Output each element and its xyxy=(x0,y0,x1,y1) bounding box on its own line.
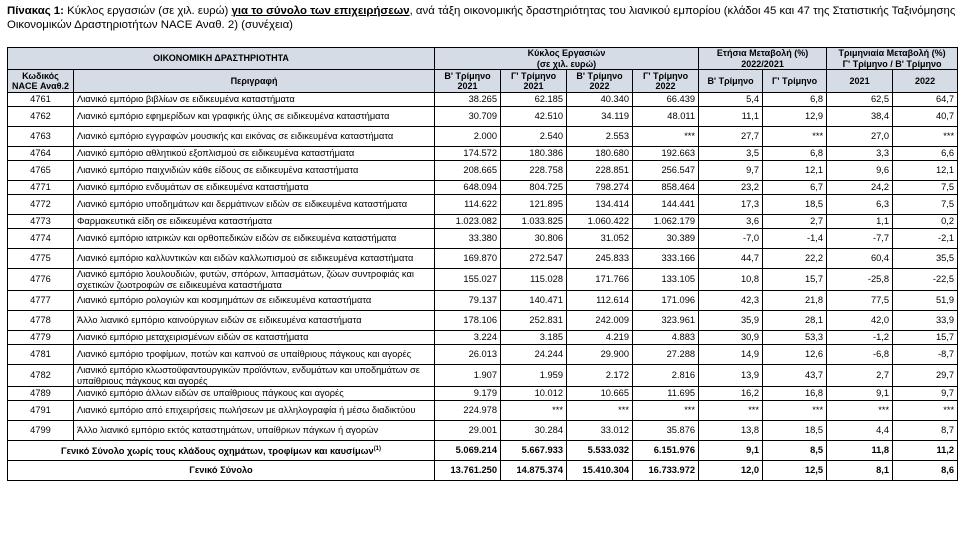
turnover-value-cell: 155.027 xyxy=(435,269,501,291)
turnover-value-cell: 224.978 xyxy=(435,401,501,421)
nace-code-cell: 4774 xyxy=(8,229,74,249)
description-cell: Λιανικό εμπόριο λουλουδιών, φυτών, σπόρων, λιπασμάτων, ζώων συντροφιάς και σχετικών ζωοτροφών σε ειδικευμένα καταστήματα xyxy=(74,269,435,291)
table-row xyxy=(8,387,958,401)
table-row xyxy=(8,181,958,195)
change-percent-cell: 53,3 xyxy=(763,331,827,345)
turnover-value-cell: 171.766 xyxy=(567,269,633,291)
nace-code-cell: 4761 xyxy=(8,93,74,107)
turnover-value-cell: 24.244 xyxy=(501,345,567,365)
total-change-cell: 11,8 xyxy=(827,441,893,461)
turnover-value-cell: 1.023.082 xyxy=(435,215,501,229)
turnover-value-cell: 134.414 xyxy=(567,195,633,215)
total-turnover-cell: 5.533.032 xyxy=(567,441,633,461)
change-percent-cell: -25,8 xyxy=(827,269,893,291)
header-col-q3-2021 xyxy=(501,70,567,93)
turnover-value-cell: 26.013 xyxy=(435,345,501,365)
turnover-value-cell: 48.011 xyxy=(633,107,699,127)
header-code-line2: NACE Αναθ.2 xyxy=(11,81,70,91)
turnover-value-cell: 180.680 xyxy=(567,147,633,161)
change-percent-cell: -22,5 xyxy=(893,269,958,291)
turnover-value-cell: *** xyxy=(633,127,699,147)
change-percent-cell: 11,1 xyxy=(699,107,763,127)
turnover-value-cell: 115.028 xyxy=(501,269,567,291)
header-description: Περιγραφή xyxy=(74,70,435,93)
change-percent-cell: 12,9 xyxy=(763,107,827,127)
change-percent-cell: 3,6 xyxy=(699,215,763,229)
change-percent-cell: 15,7 xyxy=(763,269,827,291)
table-row xyxy=(8,311,958,331)
change-percent-cell: 38,4 xyxy=(827,107,893,127)
change-percent-cell: 6,7 xyxy=(763,181,827,195)
turnover-value-cell: 30.709 xyxy=(435,107,501,127)
turnover-value-cell: 10.665 xyxy=(567,387,633,401)
turnover-table xyxy=(7,47,958,481)
turnover-value-cell: 1.062.179 xyxy=(633,215,699,229)
change-percent-cell: *** xyxy=(893,401,958,421)
turnover-value-cell: 272.547 xyxy=(501,249,567,269)
change-percent-cell: 60,4 xyxy=(827,249,893,269)
header-col-q2-2021 xyxy=(435,70,501,93)
turnover-value-cell: 10.012 xyxy=(501,387,567,401)
total-turnover-cell: 15.410.304 xyxy=(567,461,633,481)
change-percent-cell: 12,1 xyxy=(893,161,958,181)
turnover-value-cell: 1.959 xyxy=(501,365,567,387)
turnover-value-cell: 3.224 xyxy=(435,331,501,345)
turnover-value-cell: 208.665 xyxy=(435,161,501,181)
turnover-value-cell: 242.009 xyxy=(567,311,633,331)
total-turnover-cell: 6.151.976 xyxy=(633,441,699,461)
turnover-value-cell: 2.172 xyxy=(567,365,633,387)
change-percent-cell: 42,3 xyxy=(699,291,763,311)
table-row xyxy=(8,269,958,291)
description-cell: Άλλο λιανικό εμπόριο καινούργιων ειδών σε ειδικευμένα καταστήματα xyxy=(74,311,435,331)
change-percent-cell: 10,8 xyxy=(699,269,763,291)
turnover-value-cell: 121.895 xyxy=(501,195,567,215)
change-percent-cell: 9,1 xyxy=(827,387,893,401)
description-cell: Λιανικό εμπόριο εγγραφών μουσικής και εικόνας σε ειδικευμένα καταστήματα xyxy=(74,127,435,147)
change-percent-cell: 62,5 xyxy=(827,93,893,107)
nace-code-cell: 4763 xyxy=(8,127,74,147)
table-row xyxy=(8,107,958,127)
change-percent-cell: 17,3 xyxy=(699,195,763,215)
header-quarterly-2021: 2021 xyxy=(827,70,893,93)
description-cell: Λιανικό εμπόριο εφημερίδων και γραφικής ύλης σε ειδικευμένα καταστήματα xyxy=(74,107,435,127)
turnover-value-cell: 804.725 xyxy=(501,181,567,195)
nace-code-cell: 4773 xyxy=(8,215,74,229)
table-row xyxy=(8,229,958,249)
table-row xyxy=(8,215,958,229)
change-percent-cell: -7,7 xyxy=(827,229,893,249)
turnover-value-cell: 140.471 xyxy=(501,291,567,311)
turnover-value-cell: 33.380 xyxy=(435,229,501,249)
turnover-value-cell: 35.876 xyxy=(633,421,699,441)
change-percent-cell: -2,1 xyxy=(893,229,958,249)
turnover-value-cell: 2.000 xyxy=(435,127,501,147)
total-turnover-cell: 5.667.933 xyxy=(501,441,567,461)
table-caption xyxy=(7,4,963,32)
change-percent-cell: 2,7 xyxy=(763,215,827,229)
turnover-value-cell: 34.119 xyxy=(567,107,633,127)
change-percent-cell: 4,4 xyxy=(827,421,893,441)
turnover-value-cell: 112.614 xyxy=(567,291,633,311)
total-change-cell: 12,0 xyxy=(699,461,763,481)
description-cell: Φαρμακευτικά είδη σε ειδικευμένα καταστήματα xyxy=(74,215,435,229)
turnover-value-cell: 3.185 xyxy=(501,331,567,345)
change-percent-cell: 29,7 xyxy=(893,365,958,387)
nace-code-cell: 4762 xyxy=(8,107,74,127)
header-annual-q2: Β' Τρίμηνο xyxy=(699,70,763,93)
turnover-value-cell: 114.622 xyxy=(435,195,501,215)
table-row xyxy=(8,401,958,421)
change-percent-cell: 22,2 xyxy=(763,249,827,269)
nace-code-cell: 4779 xyxy=(8,331,74,345)
change-percent-cell: *** xyxy=(763,127,827,147)
description-cell: Λιανικό εμπόριο τροφίμων, ποτών και καπνού σε υπαίθριους πάγκους και αγορές xyxy=(74,345,435,365)
change-percent-cell: 3,3 xyxy=(827,147,893,161)
caption-text: Κύκλος εργασιών (σε χιλ. ευρώ) xyxy=(67,5,229,17)
change-percent-cell: 35,9 xyxy=(699,311,763,331)
turnover-value-cell: 79.137 xyxy=(435,291,501,311)
description-cell: Λιανικό εμπόριο ιατρικών και ορθοπεδικών ειδών σε ειδικευμένα καταστήματα xyxy=(74,229,435,249)
total-turnover-cell: 13.761.250 xyxy=(435,461,501,481)
description-cell: Λιανικό εμπόριο μεταχειρισμένων ειδών σε καταστήματα xyxy=(74,331,435,345)
change-percent-cell: 28,1 xyxy=(763,311,827,331)
turnover-value-cell: 40.340 xyxy=(567,93,633,107)
change-percent-cell: 6,8 xyxy=(763,93,827,107)
turnover-value-cell: 42.510 xyxy=(501,107,567,127)
header-col-q2-2021-line1: Β' Τρίμηνο xyxy=(444,70,491,81)
turnover-value-cell: 144.441 xyxy=(633,195,699,215)
turnover-value-cell: 27.288 xyxy=(633,345,699,365)
turnover-value-cell: 798.274 xyxy=(567,181,633,195)
change-percent-cell: *** xyxy=(827,401,893,421)
total-change-cell: 8,5 xyxy=(763,441,827,461)
turnover-value-cell: 1.907 xyxy=(435,365,501,387)
change-percent-cell: 7,5 xyxy=(893,181,958,195)
total-row xyxy=(8,461,958,481)
header-code-line1: Κωδικός xyxy=(22,70,59,81)
change-percent-cell: 0,2 xyxy=(893,215,958,229)
header-quarterly-2022: 2022 xyxy=(893,70,958,93)
description-cell: Λιανικό εμπόριο αθλητικού εξοπλισμού σε ειδικευμένα καταστήματα xyxy=(74,147,435,161)
change-percent-cell: 2,7 xyxy=(827,365,893,387)
change-percent-cell: 9,7 xyxy=(699,161,763,181)
change-percent-cell: 13,8 xyxy=(699,421,763,441)
turnover-value-cell: 228.851 xyxy=(567,161,633,181)
total-turnover-cell: 16.733.972 xyxy=(633,461,699,481)
change-percent-cell: 23,2 xyxy=(699,181,763,195)
turnover-value-cell: 4.219 xyxy=(567,331,633,345)
header-col-q2-2022 xyxy=(567,70,633,93)
total-turnover-cell: 5.069.214 xyxy=(435,441,501,461)
description-cell: Λιανικό εμπόριο καλλυντικών και ειδών καλλωπισμού σε ειδικευμένα καταστήματα xyxy=(74,249,435,269)
turnover-value-cell: 858.464 xyxy=(633,181,699,195)
table-row xyxy=(8,331,958,345)
description-cell: Λιανικό εμπόριο άλλων ειδών σε υπαίθριους πάγκους και αγορές xyxy=(74,387,435,401)
turnover-value-cell: 4.883 xyxy=(633,331,699,345)
total-label-cell xyxy=(8,461,435,481)
change-percent-cell: 12,1 xyxy=(763,161,827,181)
turnover-value-cell: 171.096 xyxy=(633,291,699,311)
total-label: Γενικό Σύνολο χωρίς τους κλάδους οχημάτων, τροφίμων και καυσίμων xyxy=(60,446,374,457)
change-percent-cell: -8,7 xyxy=(893,345,958,365)
turnover-value-cell: 9.179 xyxy=(435,387,501,401)
table-row xyxy=(8,127,958,147)
table-row xyxy=(8,421,958,441)
total-change-cell: 8,1 xyxy=(827,461,893,481)
table-row xyxy=(8,365,958,387)
footnote-marker: (1) xyxy=(373,446,382,453)
turnover-value-cell: *** xyxy=(501,401,567,421)
change-percent-cell: 5,4 xyxy=(699,93,763,107)
description-cell: Άλλο λιανικό εμπόριο εκτός καταστημάτων, υπαίθριων πάγκων ή αγορών xyxy=(74,421,435,441)
nace-code-cell: 4789 xyxy=(8,387,74,401)
turnover-value-cell: 33.012 xyxy=(567,421,633,441)
turnover-value-cell: 245.833 xyxy=(567,249,633,269)
turnover-value-cell: 1.033.825 xyxy=(501,215,567,229)
nace-code-cell: 4772 xyxy=(8,195,74,215)
total-label-cell xyxy=(8,441,435,461)
header-col-q2-2021-line2: 2021 xyxy=(457,81,478,91)
turnover-value-cell: 38.265 xyxy=(435,93,501,107)
nace-code-cell: 4775 xyxy=(8,249,74,269)
turnover-value-cell: 323.961 xyxy=(633,311,699,331)
turnover-value-cell: 252.831 xyxy=(501,311,567,331)
change-percent-cell: -1,2 xyxy=(827,331,893,345)
caption-label: Πίνακας 1: xyxy=(7,5,64,17)
header-col-q3-2021-line2: 2021 xyxy=(523,81,544,91)
header-quarterly-line2: Γ' Τρίμηνο / Β' Τρίμηνο xyxy=(842,58,942,69)
turnover-value-cell: 11.695 xyxy=(633,387,699,401)
header-annual-change xyxy=(699,48,827,70)
turnover-value-cell: 174.572 xyxy=(435,147,501,161)
change-percent-cell: 12,6 xyxy=(763,345,827,365)
total-change-cell: 9,1 xyxy=(699,441,763,461)
nace-code-cell: 4765 xyxy=(8,161,74,181)
change-percent-cell: 42,0 xyxy=(827,311,893,331)
turnover-value-cell: 62.185 xyxy=(501,93,567,107)
header-col-q3-2022-line1: Γ' Τρίμηνο xyxy=(642,70,689,81)
caption-underlined: για το σύνολο των επιχειρήσεων xyxy=(231,5,410,17)
header-activity: ΟΙΚΟΝΟΜΙΚΗ ΔΡΑΣΤΗΡΙΟΤΗΤΑ xyxy=(8,48,435,70)
change-percent-cell: 27,7 xyxy=(699,127,763,147)
change-percent-cell: 6,6 xyxy=(893,147,958,161)
table-row xyxy=(8,161,958,181)
description-cell: Λιανικό εμπόριο από επιχειρήσεις πωλήσεων με αλληλογραφία ή μέσω διαδικτύου xyxy=(74,401,435,421)
turnover-value-cell: 2.540 xyxy=(501,127,567,147)
turnover-value-cell: 2.816 xyxy=(633,365,699,387)
table-row xyxy=(8,195,958,215)
turnover-value-cell: 333.166 xyxy=(633,249,699,269)
header-annual-line1: Ετήσια Μεταβολή (%) xyxy=(716,48,809,58)
change-percent-cell: 44,7 xyxy=(699,249,763,269)
header-col-q2-2022-line1: Β' Τρίμηνο xyxy=(576,70,623,81)
turnover-value-cell: 31.052 xyxy=(567,229,633,249)
header-col-q3-2022-line2: 2022 xyxy=(655,81,676,91)
turnover-value-cell: 133.105 xyxy=(633,269,699,291)
header-col-q2-2022-line2: 2022 xyxy=(589,81,610,91)
change-percent-cell: 21,8 xyxy=(763,291,827,311)
header-quarterly-line1: Τριμηνιαία Μεταβολή (%) xyxy=(838,48,946,58)
nace-code-cell: 4777 xyxy=(8,291,74,311)
change-percent-cell: 33,9 xyxy=(893,311,958,331)
turnover-value-cell: 30.284 xyxy=(501,421,567,441)
change-percent-cell: 9,6 xyxy=(827,161,893,181)
turnover-value-cell: *** xyxy=(567,401,633,421)
description-cell: Λιανικό εμπόριο υποδημάτων και δερμάτινων ειδών σε ειδικευμένα καταστήματα xyxy=(74,195,435,215)
change-percent-cell: 1,1 xyxy=(827,215,893,229)
change-percent-cell: 35,5 xyxy=(893,249,958,269)
turnover-value-cell: 180.386 xyxy=(501,147,567,161)
header-quarterly-change xyxy=(827,48,958,70)
turnover-value-cell: 29.900 xyxy=(567,345,633,365)
turnover-value-cell: 29.001 xyxy=(435,421,501,441)
change-percent-cell: 16,2 xyxy=(699,387,763,401)
nace-code-cell: 4799 xyxy=(8,421,74,441)
header-annual-line2: 2022/2021 xyxy=(741,58,784,69)
total-change-cell: 8,6 xyxy=(893,461,958,481)
change-percent-cell: 43,7 xyxy=(763,365,827,387)
turnover-value-cell: 30.389 xyxy=(633,229,699,249)
change-percent-cell: 77,5 xyxy=(827,291,893,311)
change-percent-cell: 18,5 xyxy=(763,421,827,441)
header-col-q3-2021-line1: Γ' Τρίμηνο xyxy=(510,70,557,81)
change-percent-cell: 30,9 xyxy=(699,331,763,345)
table-row xyxy=(8,291,958,311)
change-percent-cell: 40,7 xyxy=(893,107,958,127)
change-percent-cell: -1,4 xyxy=(763,229,827,249)
change-percent-cell: 15,7 xyxy=(893,331,958,345)
nace-code-cell: 4778 xyxy=(8,311,74,331)
change-percent-cell: 27,0 xyxy=(827,127,893,147)
change-percent-cell: 13,9 xyxy=(699,365,763,387)
total-change-cell: 12,5 xyxy=(763,461,827,481)
nace-code-cell: 4776 xyxy=(8,269,74,291)
turnover-value-cell: 228.758 xyxy=(501,161,567,181)
turnover-value-cell: 66.439 xyxy=(633,93,699,107)
change-percent-cell: 64,7 xyxy=(893,93,958,107)
turnover-value-cell: 169.870 xyxy=(435,249,501,269)
header-turnover-line1: Κύκλος Εργασιών xyxy=(527,48,606,58)
turnover-value-cell: 178.106 xyxy=(435,311,501,331)
description-cell: Λιανικό εμπόριο κλωστοϋφαντουργικών προϊόντων, ενδυμάτων και υποδημάτων σε υπαίθριους πάγκους και αγορές xyxy=(74,365,435,387)
turnover-value-cell: 256.547 xyxy=(633,161,699,181)
turnover-value-cell: 192.663 xyxy=(633,147,699,161)
change-percent-cell: *** xyxy=(893,127,958,147)
nace-code-cell: 4781 xyxy=(8,345,74,365)
change-percent-cell: 16,8 xyxy=(763,387,827,401)
change-percent-cell: 3,5 xyxy=(699,147,763,161)
nace-code-cell: 4782 xyxy=(8,365,74,387)
header-code xyxy=(8,70,74,93)
change-percent-cell: -6,8 xyxy=(827,345,893,365)
change-percent-cell: 24,2 xyxy=(827,181,893,195)
change-percent-cell: 8,7 xyxy=(893,421,958,441)
change-percent-cell: 7,5 xyxy=(893,195,958,215)
header-turnover xyxy=(435,48,699,70)
table-row xyxy=(8,93,958,107)
change-percent-cell: 18,5 xyxy=(763,195,827,215)
change-percent-cell: 9,7 xyxy=(893,387,958,401)
turnover-value-cell: 1.060.422 xyxy=(567,215,633,229)
change-percent-cell: 51,9 xyxy=(893,291,958,311)
turnover-value-cell: 2.553 xyxy=(567,127,633,147)
table-row xyxy=(8,345,958,365)
turnover-value-cell: 648.094 xyxy=(435,181,501,195)
total-label: Γενικό Σύνολο xyxy=(189,465,253,476)
total-row xyxy=(8,441,958,461)
nace-code-cell: 4764 xyxy=(8,147,74,161)
change-percent-cell: 6,8 xyxy=(763,147,827,161)
turnover-value-cell: 30.806 xyxy=(501,229,567,249)
header-annual-q3: Γ' Τρίμηνο xyxy=(763,70,827,93)
nace-code-cell: 4771 xyxy=(8,181,74,195)
change-percent-cell: 14,9 xyxy=(699,345,763,365)
header-turnover-line2: (σε χιλ. ευρώ) xyxy=(536,58,597,69)
description-cell: Λιανικό εμπόριο ρολογιών και κοσμημάτων σε ειδικευμένα καταστήματα xyxy=(74,291,435,311)
description-cell: Λιανικό εμπόριο βιβλίων σε ειδικευμένα καταστήματα xyxy=(74,93,435,107)
change-percent-cell: -7,0 xyxy=(699,229,763,249)
description-cell: Λιανικό εμπόριο παιχνιδιών κάθε είδους σε ειδικευμένα καταστήματα xyxy=(74,161,435,181)
total-turnover-cell: 14.875.374 xyxy=(501,461,567,481)
table-row xyxy=(8,147,958,161)
change-percent-cell: *** xyxy=(699,401,763,421)
caption-text-2: , ανά τάξη οικονομικής δραστηριότητας του λιανικού εμπορίου (κλάδοι 45 και 47 της Στατιστικής Ταξινόμησης Οικονομικών Δραστηριοτήτων NACE Αναθ. 2) (συνέχεια) xyxy=(7,5,956,31)
turnover-value-cell: *** xyxy=(633,401,699,421)
change-percent-cell: *** xyxy=(763,401,827,421)
description-cell: Λιανικό εμπόριο ενδυμάτων σε ειδικευμένα καταστήματα xyxy=(74,181,435,195)
change-percent-cell: 6,3 xyxy=(827,195,893,215)
table-body xyxy=(8,93,958,481)
header-col-q3-2022 xyxy=(633,70,699,93)
nace-code-cell: 4791 xyxy=(8,401,74,421)
total-change-cell: 11,2 xyxy=(893,441,958,461)
table-row xyxy=(8,249,958,269)
